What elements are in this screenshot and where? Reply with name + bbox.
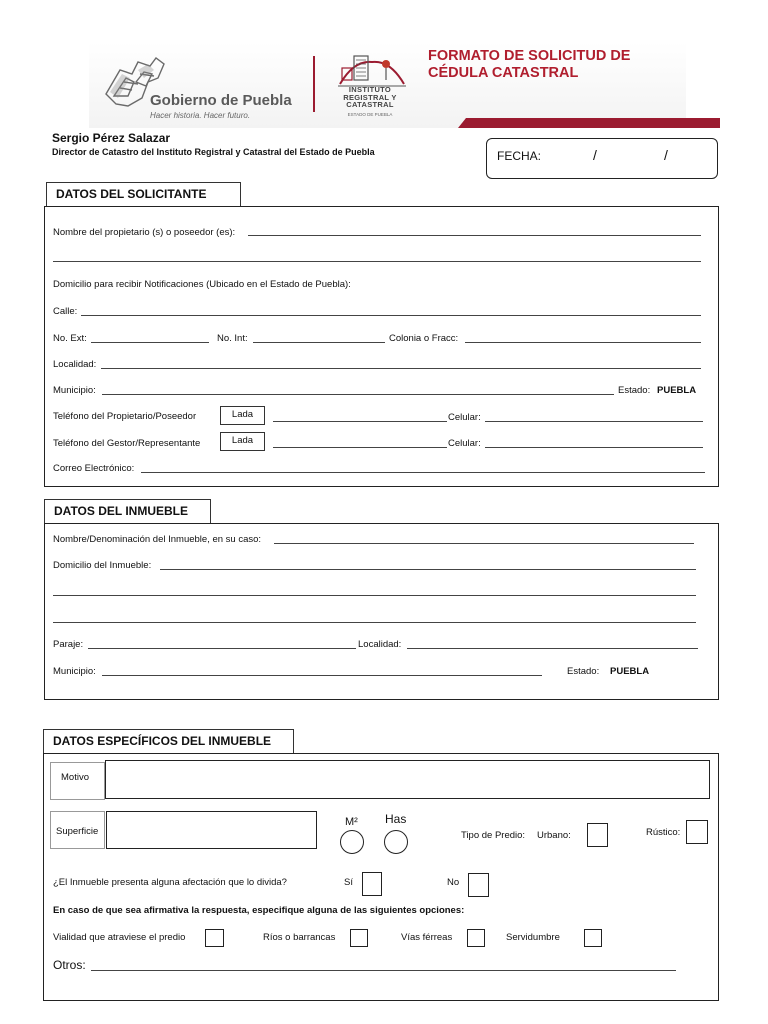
si-checkbox[interactable] [362, 872, 382, 896]
lada-propietario-box[interactable] [220, 406, 265, 425]
nombre-inmueble-line[interactable] [274, 543, 694, 544]
si-label: Sí [344, 877, 353, 888]
propietario-label: Nombre del propietario (s) o poseedor (es): [53, 227, 236, 238]
celular-propietario-label: Celular: [448, 412, 481, 423]
colonia-line[interactable] [465, 342, 701, 343]
estado-label: Estado: [618, 385, 651, 396]
urbano-checkbox[interactable] [587, 823, 608, 847]
fecha-separator-1: / [593, 147, 597, 163]
servidumbre-checkbox[interactable] [584, 929, 602, 947]
addressee-name: Sergio Pérez Salazar [52, 131, 171, 145]
form-title-line2: CÉDULA CATASTRAL [428, 65, 579, 81]
municipio-label: Municipio: [53, 385, 96, 396]
has-radio[interactable] [384, 830, 408, 854]
vias-label: Vías férreas [401, 932, 453, 943]
propietario-line[interactable] [248, 235, 701, 236]
domicilio-inmueble-label: Domicilio del Inmueble: [53, 560, 152, 571]
superficie-label: Superficie [56, 826, 99, 837]
localidad-inmueble-label: Localidad: [358, 639, 402, 650]
instituto-registral-logo-icon [334, 50, 410, 90]
celular-gestor-line[interactable] [485, 447, 703, 448]
fecha-label: FECHA: [497, 149, 542, 163]
no-int-line[interactable] [253, 342, 385, 343]
correo-line[interactable] [141, 472, 705, 473]
servidumbre-label: Servidumbre [506, 932, 560, 943]
section-tab-inmueble: DATOS DEL INMUEBLE [44, 499, 211, 524]
tel-propietario-label: Teléfono del Propietario/Poseedor [53, 411, 197, 422]
irc-name [336, 86, 404, 109]
vialidad-label: Vialidad que atraviese el predio [53, 932, 186, 943]
tel-gestor-label: Teléfono del Gestor/Representante [53, 438, 201, 449]
localidad-label: Localidad: [53, 359, 97, 370]
paraje-label: Paraje: [53, 639, 84, 650]
motivo-field[interactable] [105, 760, 710, 799]
vias-checkbox[interactable] [467, 929, 485, 947]
no-int-label: No. Int: [217, 333, 248, 344]
form-title-line1: FORMATO DE SOLICITUD DE [428, 48, 631, 64]
estado-inmueble-label: Estado: [567, 666, 600, 677]
urbano-label: Urbano: [537, 830, 571, 841]
paraje-line[interactable] [88, 648, 356, 649]
form-title [428, 48, 678, 82]
localidad-line[interactable] [101, 368, 701, 369]
domicilio-inmueble-line[interactable] [160, 569, 696, 570]
calle-label: Calle: [53, 306, 78, 317]
afectacion-label: ¿El Inmueble presenta alguna afectación que lo divida? [53, 877, 287, 888]
lada-label: Lada [231, 435, 254, 446]
addressee-title: Director de Catastro del Instituto Registral y Catastral del Estado de Puebla [52, 147, 375, 157]
lada-label: Lada [231, 409, 254, 420]
vialidad-checkbox[interactable] [205, 929, 224, 947]
otros-label: Otros: [53, 958, 86, 972]
header-divider [313, 56, 315, 112]
has-label: Has [385, 812, 407, 826]
irc-name-line3: CATASTRAL [346, 100, 394, 109]
motivo-label: Motivo [61, 772, 89, 783]
nombre-inmueble-label: Nombre/Denominación del Inmueble, en su caso: [53, 534, 262, 545]
no-checkbox[interactable] [468, 873, 489, 897]
m2-radio[interactable] [340, 830, 364, 854]
municipio-inmueble-label: Municipio: [53, 666, 96, 677]
propietario-line-2[interactable] [53, 261, 701, 262]
gov-slogan: Hacer historia. Hacer futuro. [150, 111, 251, 120]
tel-gestor-line[interactable] [273, 447, 447, 448]
section-tab-solicitante: DATOS DEL SOLICITANTE [46, 182, 241, 207]
estado-value: PUEBLA [657, 385, 697, 396]
afirmativa-instruction: En caso de que sea afirmativa la respuesta, especifique alguna de las siguientes opciones: [53, 905, 465, 916]
irc-name-line1: INSTITUTO [348, 85, 392, 94]
gov-name: Gobierno de Puebla [150, 92, 292, 109]
domicilio-inmueble-line-2[interactable] [53, 595, 696, 596]
section-tab-especificos: DATOS ESPECÍFICOS DEL INMUEBLE [43, 729, 294, 754]
otros-line[interactable] [91, 970, 676, 971]
domicilio-notificaciones-label: Domicilio para recibir Notificaciones (Ubicado en el Estado de Puebla): [53, 279, 351, 290]
lada-gestor-box[interactable] [220, 432, 265, 451]
rios-label: Ríos o barrancas [263, 932, 336, 943]
tel-propietario-line[interactable] [273, 421, 447, 422]
tipo-predio-label: Tipo de Predio: [461, 830, 526, 841]
localidad-inmueble-line[interactable] [407, 648, 698, 649]
rustico-checkbox[interactable] [686, 820, 708, 844]
no-ext-line[interactable] [91, 342, 209, 343]
header-accent-bar [458, 118, 720, 128]
calle-line[interactable] [81, 315, 701, 316]
no-ext-label: No. Ext: [53, 333, 87, 344]
m2-label: M² [345, 816, 358, 828]
rios-checkbox[interactable] [350, 929, 368, 947]
irc-subtitle: ESTADO DE PUEBLA [347, 112, 393, 117]
domicilio-inmueble-line-3[interactable] [53, 622, 696, 623]
fecha-separator-2: / [664, 147, 668, 163]
superficie-field[interactable] [106, 811, 317, 849]
celular-gestor-label: Celular: [448, 438, 481, 449]
estado-inmueble-value: PUEBLA [610, 666, 650, 677]
celular-propietario-line[interactable] [485, 421, 703, 422]
no-label: No [447, 877, 460, 888]
colonia-label: Colonia o Fracc: [389, 333, 459, 344]
rustico-label: Rústico: [646, 827, 681, 838]
irc-name-line2: REGISTRAL Y [343, 92, 397, 102]
municipio-line[interactable] [102, 394, 614, 395]
correo-label: Correo Electrónico: [53, 463, 135, 474]
municipio-inmueble-line[interactable] [102, 675, 542, 676]
